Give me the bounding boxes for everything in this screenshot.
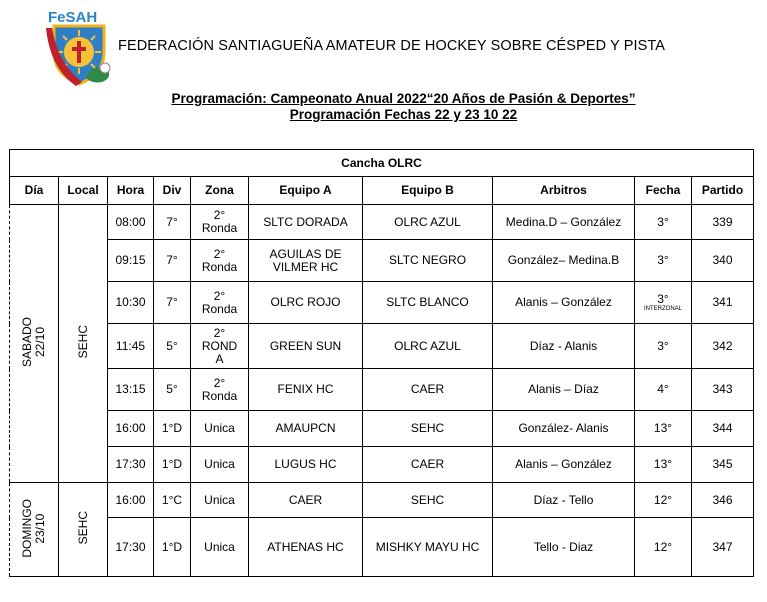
zona-cell: Unica — [191, 411, 249, 447]
partido-cell: 342 — [692, 324, 754, 369]
day-label: SABADO 22/10 — [20, 316, 47, 367]
local-label: SEHC — [75, 325, 90, 359]
programming-title: Programación: Campeonato Anual 2022“20 Años de Pasión & Deportes” — [171, 91, 636, 106]
fecha-value: 3° — [657, 214, 669, 229]
equipo-b-cell: CAER — [363, 447, 493, 483]
hora-cell: 17:30 — [108, 447, 154, 483]
column-headers — [10, 177, 754, 205]
hora-cell: 08:00 — [108, 205, 154, 240]
day-label: DOMINGO 23/10 — [20, 498, 47, 558]
partido-cell: 339 — [692, 205, 754, 240]
schedule-table — [9, 149, 754, 577]
hora-cell: 13:15 — [108, 369, 154, 411]
equipo-b-cell: CAER — [363, 369, 493, 411]
div-cell: 1°D — [154, 447, 191, 483]
day-cell — [10, 205, 59, 483]
div-cell: 5° — [154, 369, 191, 411]
equipo-a-cell: FENIX HC — [249, 369, 363, 411]
column-header: Zona — [191, 177, 249, 205]
column-header: Partido — [692, 177, 754, 205]
div-cell: 1°C — [154, 483, 191, 518]
table-row — [10, 518, 754, 577]
logo-text: FeSAH — [48, 9, 98, 26]
column-header: Día — [10, 177, 59, 205]
fesah-logo — [42, 8, 118, 92]
equipo-a-cell: GREEN SUN — [249, 324, 363, 369]
column-header: Div — [154, 177, 191, 205]
div-cell: 7° — [154, 205, 191, 240]
div-cell: 1°D — [154, 518, 191, 577]
table-row — [10, 447, 754, 483]
fecha-cell — [635, 282, 692, 324]
programming-dates: Programación Fechas 22 y 23 10 22 — [289, 107, 518, 122]
fecha-cell — [635, 483, 692, 518]
fecha-cell — [635, 205, 692, 240]
partido-cell: 345 — [692, 447, 754, 483]
fecha-cell — [635, 324, 692, 369]
equipo-b-cell: SEHC — [363, 483, 493, 518]
equipo-b-cell: SLTC BLANCO — [363, 282, 493, 324]
partido-cell: 346 — [692, 483, 754, 518]
zona-cell: 2° Ronda — [191, 205, 249, 240]
fecha-cell — [635, 411, 692, 447]
zona-cell: Unica — [191, 518, 249, 577]
local-cell — [59, 205, 108, 483]
fecha-value: 12° — [653, 492, 673, 507]
div-cell: 5° — [154, 324, 191, 369]
fecha-value: 4° — [657, 382, 669, 396]
arbitros-cell: Alanis – González — [493, 447, 635, 483]
div-cell: 7° — [154, 282, 191, 324]
arbitros-cell: Medina.D – González — [493, 205, 635, 240]
arbitros-cell: Díaz - Alanis — [493, 324, 635, 369]
equipo-a-cell: AMAUPCN — [249, 411, 363, 447]
column-header: Arbitros — [493, 177, 635, 205]
arbitros-cell: Tello - Diaz — [493, 518, 635, 577]
hora-cell: 11:45 — [108, 324, 154, 369]
arbitros-cell: Díaz - Tello — [493, 483, 635, 518]
partido-cell: 343 — [692, 369, 754, 411]
zona-cell: 2° Ronda — [191, 282, 249, 324]
table-row — [10, 483, 754, 518]
local-cell — [59, 483, 108, 577]
column-header: Local — [59, 177, 108, 205]
fecha-cell — [635, 240, 692, 282]
equipo-a-cell: LUGUS HC — [249, 447, 363, 483]
partido-cell: 344 — [692, 411, 754, 447]
div-cell: 7° — [154, 240, 191, 282]
fecha-note: INTERZONAL — [643, 305, 682, 312]
arbitros-cell: Alanis – Díaz — [493, 369, 635, 411]
partido-cell: 347 — [692, 518, 754, 577]
fecha-value: 3° — [657, 253, 669, 267]
zona-cell: Unica — [191, 447, 249, 483]
federation-title: FEDERACIÓN SANTIAGUEÑA AMATEUR DE HOCKEY SOBRE CÉSPED Y PISTA — [118, 38, 666, 54]
fecha-value: 12° — [653, 539, 673, 554]
equipo-a-cell: SLTC DORADA — [249, 205, 363, 240]
equipo-a-cell: AGUILAS DE VILMER HC — [249, 240, 363, 282]
hora-cell: 16:00 — [108, 483, 154, 518]
hora-cell: 09:15 — [108, 240, 154, 282]
table-row — [10, 205, 754, 240]
fecha-value: 3° — [657, 291, 669, 306]
column-header: Equipo B — [363, 177, 493, 205]
table-row — [10, 282, 754, 324]
column-header: Hora — [108, 177, 154, 205]
equipo-a-cell: OLRC ROJO — [249, 282, 363, 324]
equipo-a-cell: ATHENAS HC — [249, 518, 363, 577]
fecha-cell — [635, 447, 692, 483]
equipo-a-cell: CAER — [249, 483, 363, 518]
partido-cell: 340 — [692, 240, 754, 282]
hora-cell: 16:00 — [108, 411, 154, 447]
equipo-b-cell: MISHKY MAYU HC — [363, 518, 493, 577]
table-row — [10, 369, 754, 411]
zona-cell: Unica — [191, 483, 249, 518]
equipo-b-cell: SLTC NEGRO — [363, 240, 493, 282]
fecha-cell — [635, 518, 692, 577]
zona-cell: 2° Ronda — [191, 240, 249, 282]
zona-cell: 2° ROND A — [191, 324, 249, 369]
column-header: Equipo A — [249, 177, 363, 205]
hora-cell: 17:30 — [108, 518, 154, 577]
local-label: SEHC — [75, 511, 90, 545]
column-header: Fecha — [635, 177, 692, 205]
zona-cell: 2° Ronda — [191, 369, 249, 411]
fecha-cell — [635, 369, 692, 411]
partido-cell: 341 — [692, 282, 754, 324]
arbitros-cell: Alanis – González — [493, 282, 635, 324]
table-row — [10, 324, 754, 369]
table-row — [10, 240, 754, 282]
arbitros-cell: González- Alanis — [493, 411, 635, 447]
fecha-value: 13° — [653, 457, 673, 471]
arbitros-cell: González– Medina.B — [493, 240, 635, 282]
day-cell — [10, 483, 59, 577]
equipo-b-cell: SEHC — [363, 411, 493, 447]
equipo-b-cell: OLRC AZUL — [363, 324, 493, 369]
fecha-value: 3° — [657, 338, 669, 353]
schedule-body — [10, 205, 754, 577]
div-cell: 1°D — [154, 411, 191, 447]
equipo-b-cell: OLRC AZUL — [363, 205, 493, 240]
fecha-value: 13° — [653, 421, 673, 435]
cancha-header: Cancha OLRC — [10, 150, 754, 177]
hora-cell: 10:30 — [108, 282, 154, 324]
table-row — [10, 411, 754, 447]
